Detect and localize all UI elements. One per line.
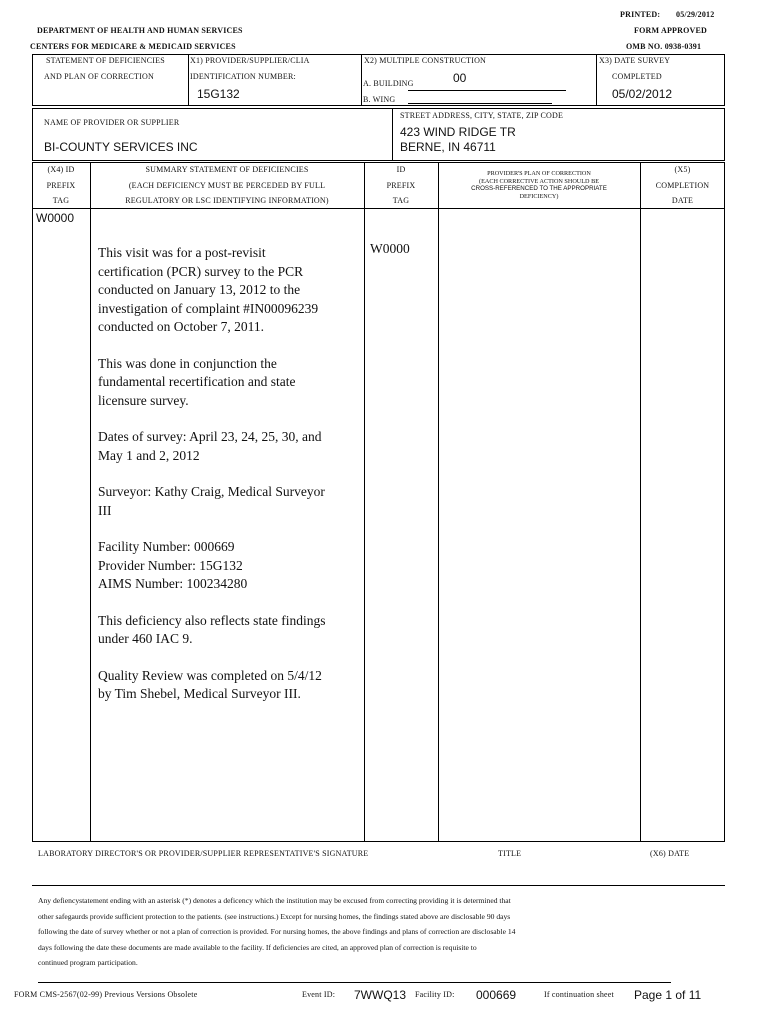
- x2-label: X2) MULTIPLE CONSTRUCTION: [364, 56, 487, 65]
- statement-label-1: STATEMENT OF DEFICIENCIES: [46, 56, 165, 65]
- note-line: continued program participation.: [38, 958, 138, 967]
- note-line: other safegaurds provide sufficient protection to the patients. (see instructions.) Except for nursing homes, the findings stated above are disclosable 90 days: [38, 911, 511, 921]
- building-label: A. BUILDING: [363, 79, 414, 88]
- divider: [392, 108, 393, 161]
- summary-header-3: REGULATORY OR LSC IDENTIFYING INFORMATION): [125, 196, 329, 205]
- x5-header-1: (X5): [674, 165, 691, 174]
- id-header-2: PREFIX: [386, 181, 416, 190]
- divider: [90, 162, 91, 842]
- address-line-2: BERNE, IN 46711: [400, 140, 496, 154]
- divider: [361, 54, 362, 106]
- note-line: Any defiencystatement ending with an asterisk (*) denotes a deficency which the institution may be excused from correcting providing it is determined that: [38, 896, 511, 905]
- disclosure-note: [38, 893, 718, 971]
- event-id-label: Event ID:: [302, 990, 336, 999]
- summary-paragraph: Facility Number: 000669 Provider Number: 15G132 AIMS Number: 100234280: [98, 539, 248, 591]
- centers-name: CENTERS FOR MEDICARE & MEDICAID SERVICES: [30, 42, 236, 51]
- statement-label-2: AND PLAN OF CORRECTION: [44, 72, 154, 81]
- signature-label: LABORATORY DIRECTOR'S OR PROVIDER/SUPPLIER REPRESENTATIVE'S SIGNATURE: [38, 849, 369, 858]
- x3-label-2: COMPLETED: [612, 72, 662, 81]
- facility-id-value: 000669: [476, 988, 517, 1002]
- note-line: days following the date these documents are made available to the facility. If deficiencies are cited, an approved plan of correction is requisite to: [38, 942, 477, 952]
- provider-name-value: BI-COUNTY SERVICES INC: [44, 140, 198, 154]
- plan-header-1: PROVIDER'S PLAN OF CORRECTION: [487, 170, 591, 177]
- summary-paragraph: Surveyor: Kathy Craig, Medical Surveyor III: [98, 484, 325, 518]
- wing-label: B. WING: [363, 95, 396, 104]
- left-prefix-tag: W0000: [36, 211, 75, 225]
- continuation-label: If continuation sheet: [544, 990, 614, 999]
- id-header-1: ID: [396, 165, 406, 174]
- divider: [640, 162, 641, 842]
- printed-date: 05/29/2012: [676, 10, 715, 19]
- summary-paragraph: Dates of survey: April 23, 24, 25, 30, and May 1 and 2, 2012: [98, 429, 322, 463]
- x3-label-1: X3) DATE SURVEY: [599, 56, 671, 65]
- provider-id-value: 15G132: [197, 87, 240, 101]
- department-name: DEPARTMENT OF HEALTH AND HUMAN SERVICES: [37, 26, 243, 35]
- summary-paragraph: This was done in conjunction the fundamental recertification and state licensure survey.: [98, 355, 296, 408]
- building-value: 00: [453, 71, 467, 85]
- facility-id-label: Facility ID:: [415, 990, 455, 999]
- date-label: (X6) DATE: [650, 849, 690, 858]
- header-separator: [32, 208, 725, 209]
- form-id: FORM CMS-2567(02-99) Previous Versions Obsolete: [14, 990, 198, 999]
- note-line: following the date of survey whether or not a plan of correction is provided. For nursing homes, the above findings and plans of correction are disclosable 14: [38, 927, 516, 936]
- divider: [364, 162, 365, 842]
- right-prefix-tag: W0000: [370, 241, 410, 256]
- form-approved: FORM APPROVED: [634, 26, 708, 35]
- plan-header-4: DEFICIENCY): [519, 192, 559, 200]
- wing-underline: [408, 103, 552, 104]
- divider: [438, 162, 439, 842]
- id-header-3: TAG: [392, 196, 410, 205]
- provider-name-label: NAME OF PROVIDER OR SUPPLIER: [44, 118, 180, 127]
- page-number: Page 1 of 11: [634, 988, 702, 1002]
- x1-label-1: X1) PROVIDER/SUPPLIER/CLIA: [190, 56, 310, 65]
- plan-header: [438, 170, 640, 200]
- signature-bottom-rule: [32, 885, 725, 886]
- address-label: STREET ADDRESS, CITY, STATE, ZIP CODE: [400, 111, 564, 120]
- building-underline: [408, 90, 566, 91]
- x5-header-3: DATE: [671, 196, 694, 205]
- divider: [188, 54, 189, 106]
- deficiency-summary: [98, 244, 360, 722]
- divider: [596, 54, 597, 106]
- summary-header-2: (EACH DEFICIENCY MUST BE PERCEDED BY FULL: [128, 181, 326, 190]
- survey-date-value: 05/02/2012: [612, 87, 673, 101]
- title-label: TITLE: [498, 849, 522, 858]
- x1-label-2: IDENTIFICATION NUMBER:: [190, 72, 296, 81]
- omb-number: OMB NO. 0938-0391: [626, 42, 702, 51]
- x4-header-1: (X4) ID: [47, 165, 75, 174]
- printed-label: PRINTED:: [620, 10, 661, 19]
- summary-header-1: SUMMARY STATEMENT OF DEFICIENCIES: [145, 165, 309, 174]
- event-id-value: 7WWQ13: [354, 988, 407, 1002]
- summary-paragraph: This deficiency also reflects state findings under 460 IAC 9.: [98, 612, 326, 646]
- x5-header-2: COMPLETION: [655, 181, 710, 190]
- address-line-1: 423 WIND RIDGE TR: [400, 125, 516, 139]
- summary-paragraph: Quality Review was completed on 5/4/12 by Tim Shebel, Medical Surveyor III.: [98, 667, 322, 701]
- x4-header-3: TAG: [52, 196, 70, 205]
- summary-paragraph: This visit was for a post-revisit certification (PCR) survey to the PCR conducted on January 13, 2012 to the investigation of complaint #IN00096239 conducted on October 7, 2011.: [98, 245, 319, 334]
- plan-header-2: (EACH CORRECTIVE ACTION SHOULD BE: [479, 177, 599, 185]
- x4-header-2: PREFIX: [46, 181, 76, 190]
- footer-rule: [38, 982, 671, 983]
- plan-header-3: CROSS-REFERENCED TO THE APPROPRIATE: [471, 185, 607, 193]
